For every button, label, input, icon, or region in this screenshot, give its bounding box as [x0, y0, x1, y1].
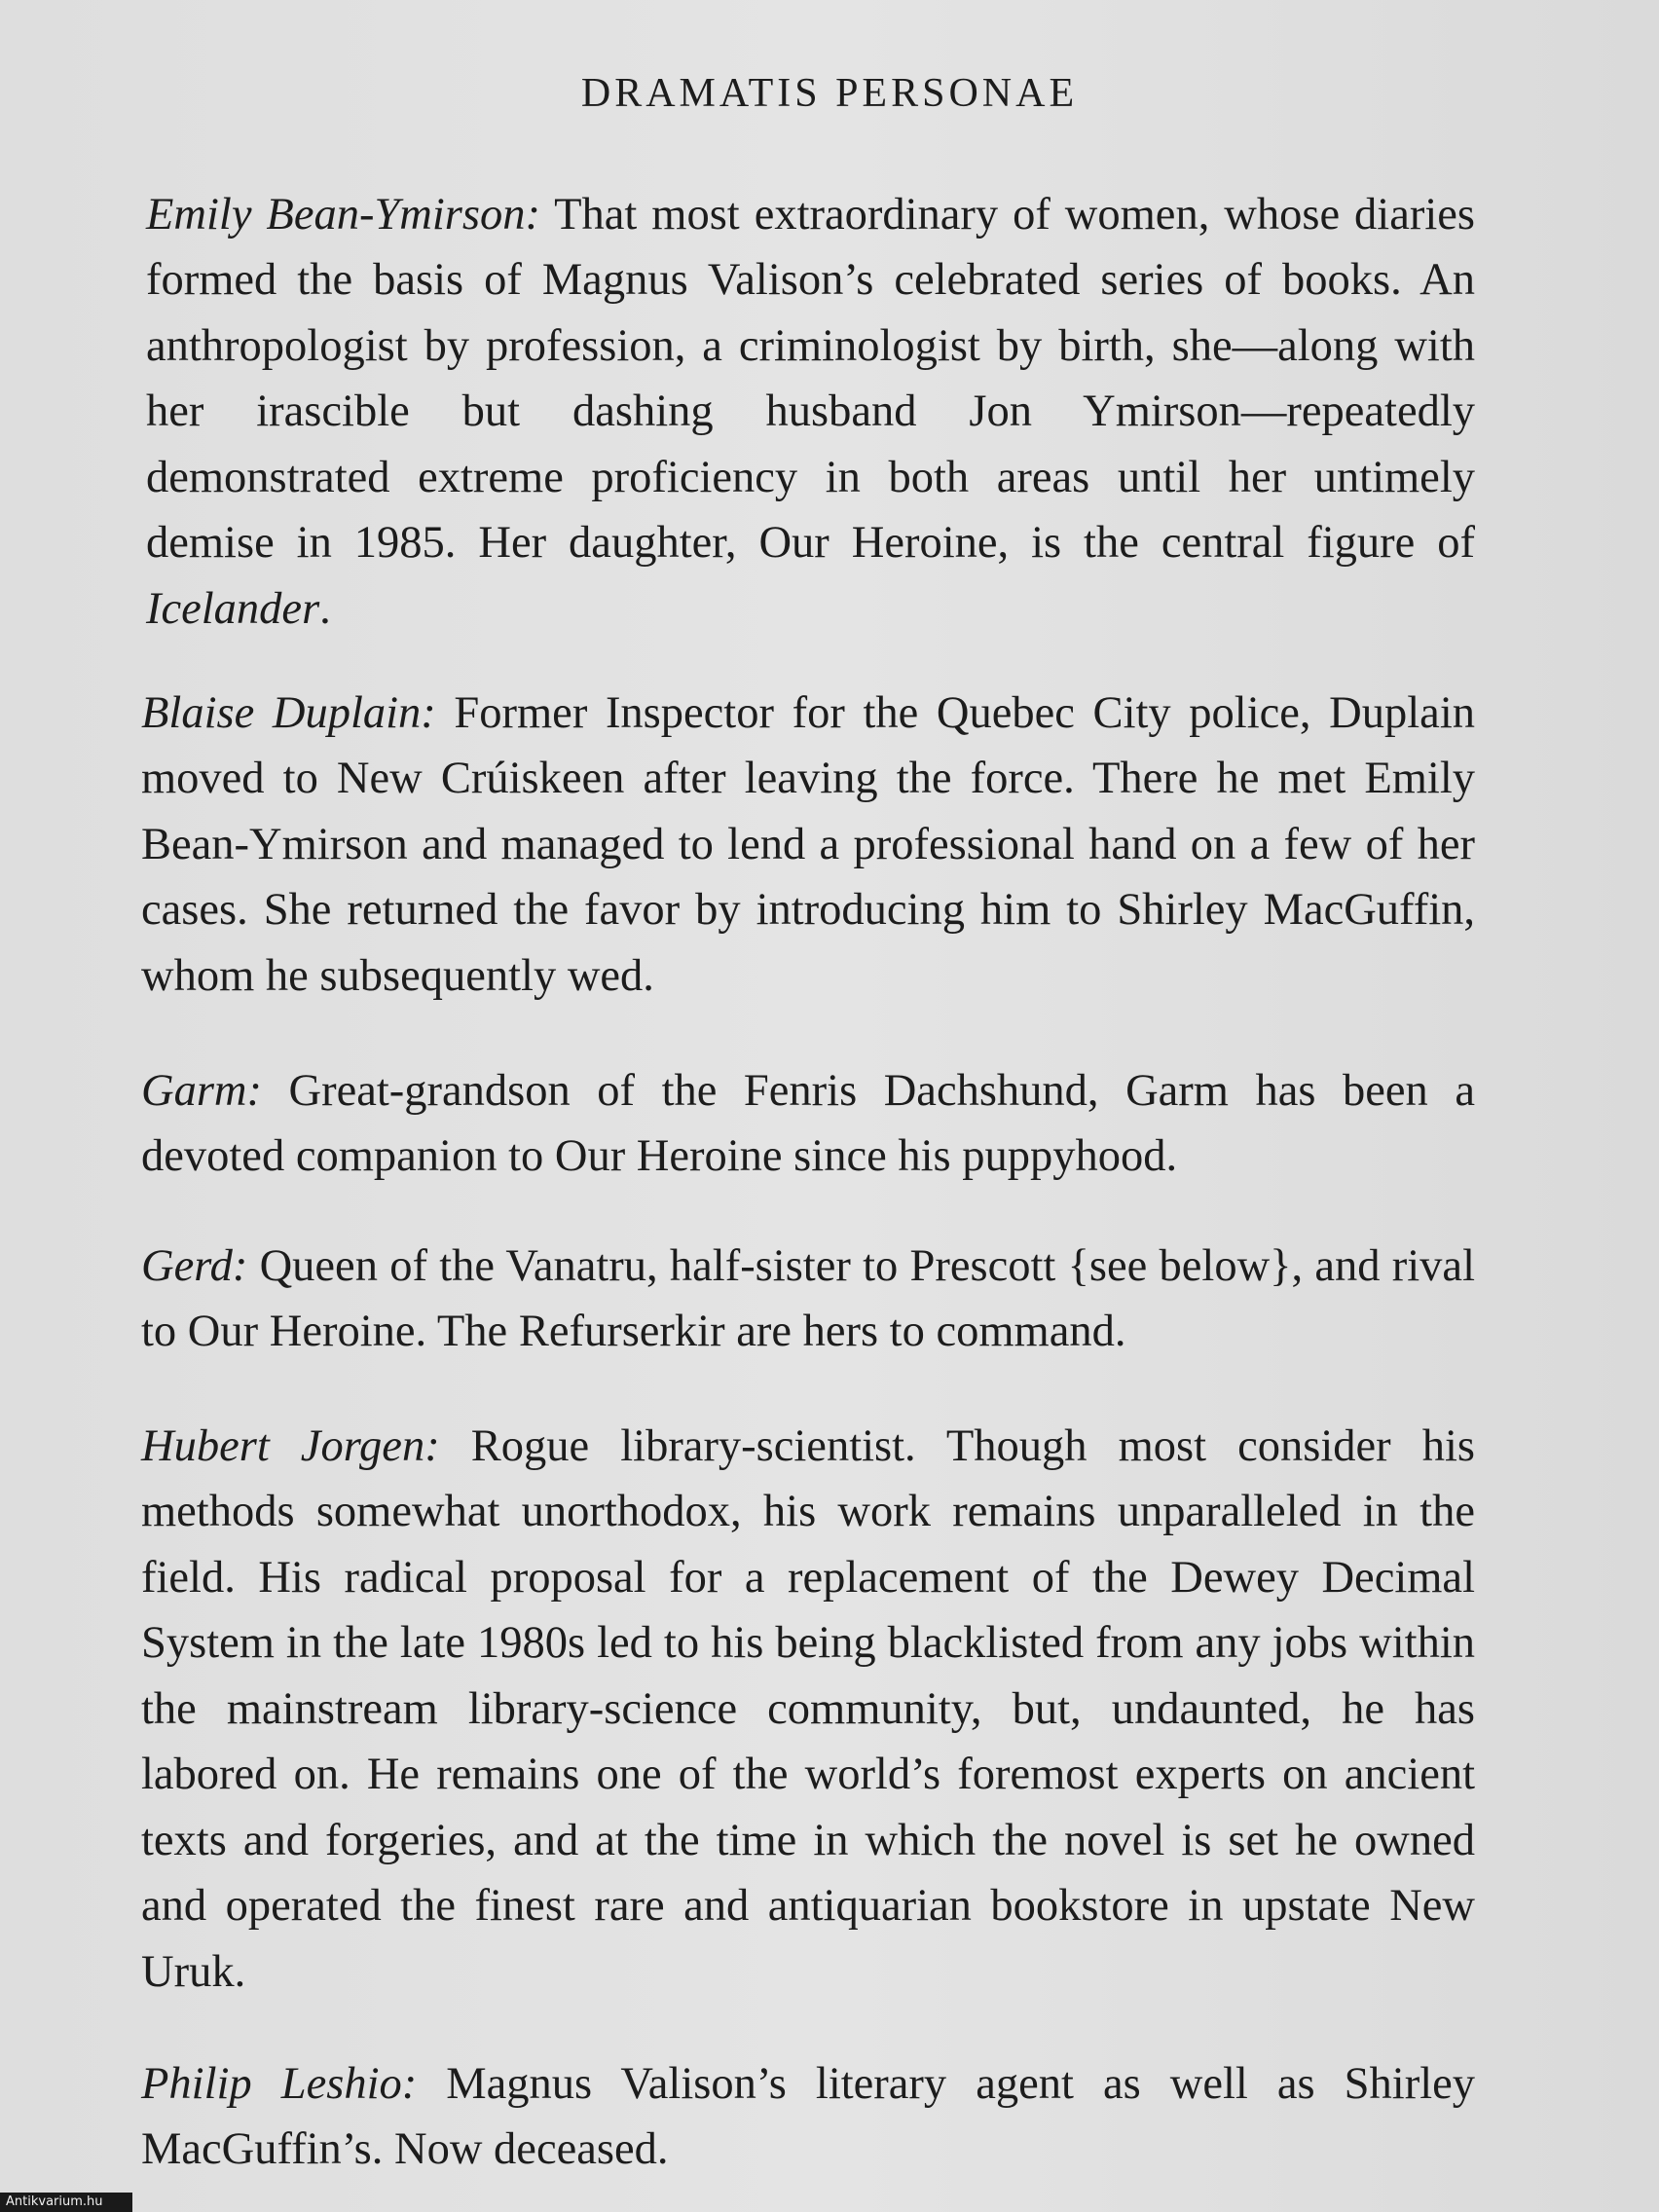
character-entry-garm [141, 1058, 1475, 1190]
watermark-label: Antikvarium.hu [0, 2193, 132, 2212]
character-entry-hubert [141, 1414, 1475, 2006]
character-description: Great-grandson of the Fenris Dachshund, Garm has been a devoted companion to Our Heroine since his puppyhood. [141, 1065, 1475, 1181]
character-description: Queen of the Vanatru, half-sister to Prescott {see below}, and rival to Our Heroine. The Refurserkir are hers to command. [141, 1240, 1475, 1356]
sentence-end: . [319, 583, 331, 634]
character-description: That most extraordinary of women, whose diaries formed the basis of Magnus Valison’s celebrated series of books. An anthropologist by profession, a criminologist by birth, she—along with her irascible but dashing husband Jon Ymirson—repeatedly demonstrated extreme proficiency in both areas until her untimely demise in 1985. Her daughter, Our Heroine, is the central figure of [146, 189, 1476, 568]
character-name: Emily Bean-Ymirson: [146, 189, 540, 240]
character-description: Rogue library-scientist. Though most consider his methods somewhat unorthodox, his work remains unparalleled in the field. His radical proposal for a replacement of the Dewey Decimal System in the late 1980s led to his being blacklisted from any jobs within the mainstream library-science community, but, undaunted, he has labored on. He remains one of the world’s foremost experts on ancient texts and forgeries, and at the time in which the novel is set he owned and operated the finest rare and antiquarian bookstore in upstate New Uruk. [141, 1420, 1475, 1997]
book-title: Icelander [146, 583, 320, 634]
character-name: Blaise Duplain: [141, 687, 436, 738]
character-description: Magnus Valison’s literary agent as well as Shirley MacGuffin’s. Now deceased. [141, 2058, 1476, 2174]
character-entry-emily [146, 182, 1475, 643]
character-entry-blaise [141, 681, 1475, 1010]
character-name: Philip Leshio: [141, 2058, 418, 2109]
page-heading: DRAMATIS PERSONAE [580, 71, 1079, 116]
character-entry-philip [141, 2051, 1475, 2183]
character-name: Garm: [141, 1065, 262, 1116]
character-description: Former Inspector for the Quebec City police, Duplain moved to New Crúiskeen after leaving the force. There he met Emily Bean-Ymirson and managed to lend a professional hand on a few of her cases. She returned the favor by introducing him to Shirley MacGuffin, whom he subsequently wed. [141, 687, 1475, 1001]
character-name: Hubert Jorgen: [141, 1420, 440, 1471]
character-name: Gerd: [141, 1240, 248, 1291]
character-entry-gerd [141, 1234, 1475, 1365]
